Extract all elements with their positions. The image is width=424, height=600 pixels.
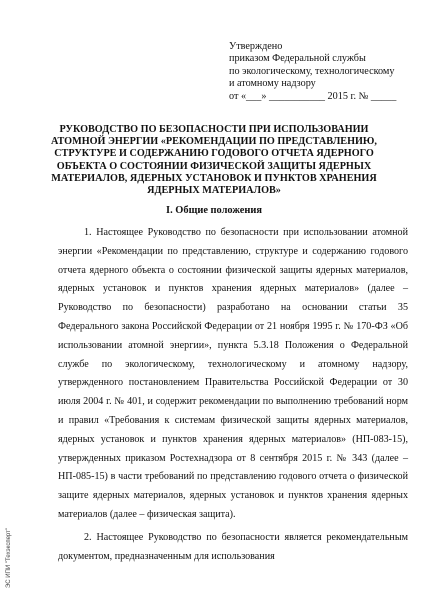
side-watermark: ЭС ИПИ "Техэксперт" (6, 527, 12, 588)
paragraph-2: 2. Настоящее Руководство по безопасности является рекомендательным документом, предназначенным для использования (58, 531, 408, 562)
approval-line: и атомному надзору (229, 78, 316, 90)
approval-line: приказом Федеральной службы (229, 53, 366, 65)
document-title: РУКОВОДСТВО ПО БЕЗОПАСНОСТИ ПРИ ИСПОЛЬЗОВАНИИ АТОМНОЙ ЭНЕРГИИ «РЕКОМЕНДАЦИИ ПО ПРЕДСТАВЛЕНИЮ, СТРУКТУРЕ И СОДЕРЖАНИЮ ГОДОВОГО ОТЧЕТА ЯДЕРНОГО ОБЪЕКТА О СОСТОЯНИИ ФИЗИЧЕСКОЙ ЗАЩИТЫ ЯДЕРНЫХ МАТЕРИАЛОВ, ЯДЕРНЫХ УСТАНОВОК И ПУНКТОВ ХРАНЕНИЯ ЯДЕРНЫХ МАТЕРИАЛОВ» (51, 124, 377, 197)
paragraph-1: 1. Настоящее Руководство по безопасности при использовании атомной энергии «Рекомендации по представлению, структуре и содержанию годового отчета ядерного объекта о состоянии физической защиты ядерных материалов, ядерных установок и пунктов хранения ядерных материалов» (далее – Руководство по безопасности) разработано на основании статьи 35 Федерального закона Российской Федерации от 21 ноября 1995 г. № 170-ФЗ «Об использовании атомной энергии», пункта 5.3.18 Положения о Федеральной службе по экологическому, технологическому и атомному надзору, утвержденного постановлением Правительства Российской Федерации от 30 июля 2004 г. № 401, и содержит рекомендации по выполнению требований норм и правил «Требования к системам физической защиты ядерных материалов, ядерных установок и пунктов хранения ядерных материалов» (НП-083-15), утвержденных приказом Ростехнадзора от 8 сентября 2015 г. № 343 (далее – НП-085-15) в части требований по представлению годового отчета о физической защите ядерных материалов, ядерных установок и пунктов хранения ядерных материалов (далее – физическая защита). (58, 227, 408, 520)
section-heading: I. Общие положения (166, 205, 262, 216)
approval-block (229, 41, 419, 103)
approval-line: от «___» ___________ 2015 г. № _____ (229, 90, 397, 102)
approval-line: Утверждено (229, 41, 283, 52)
document-body (58, 224, 408, 566)
approval-line: по экологическому, технологическому (229, 65, 395, 77)
